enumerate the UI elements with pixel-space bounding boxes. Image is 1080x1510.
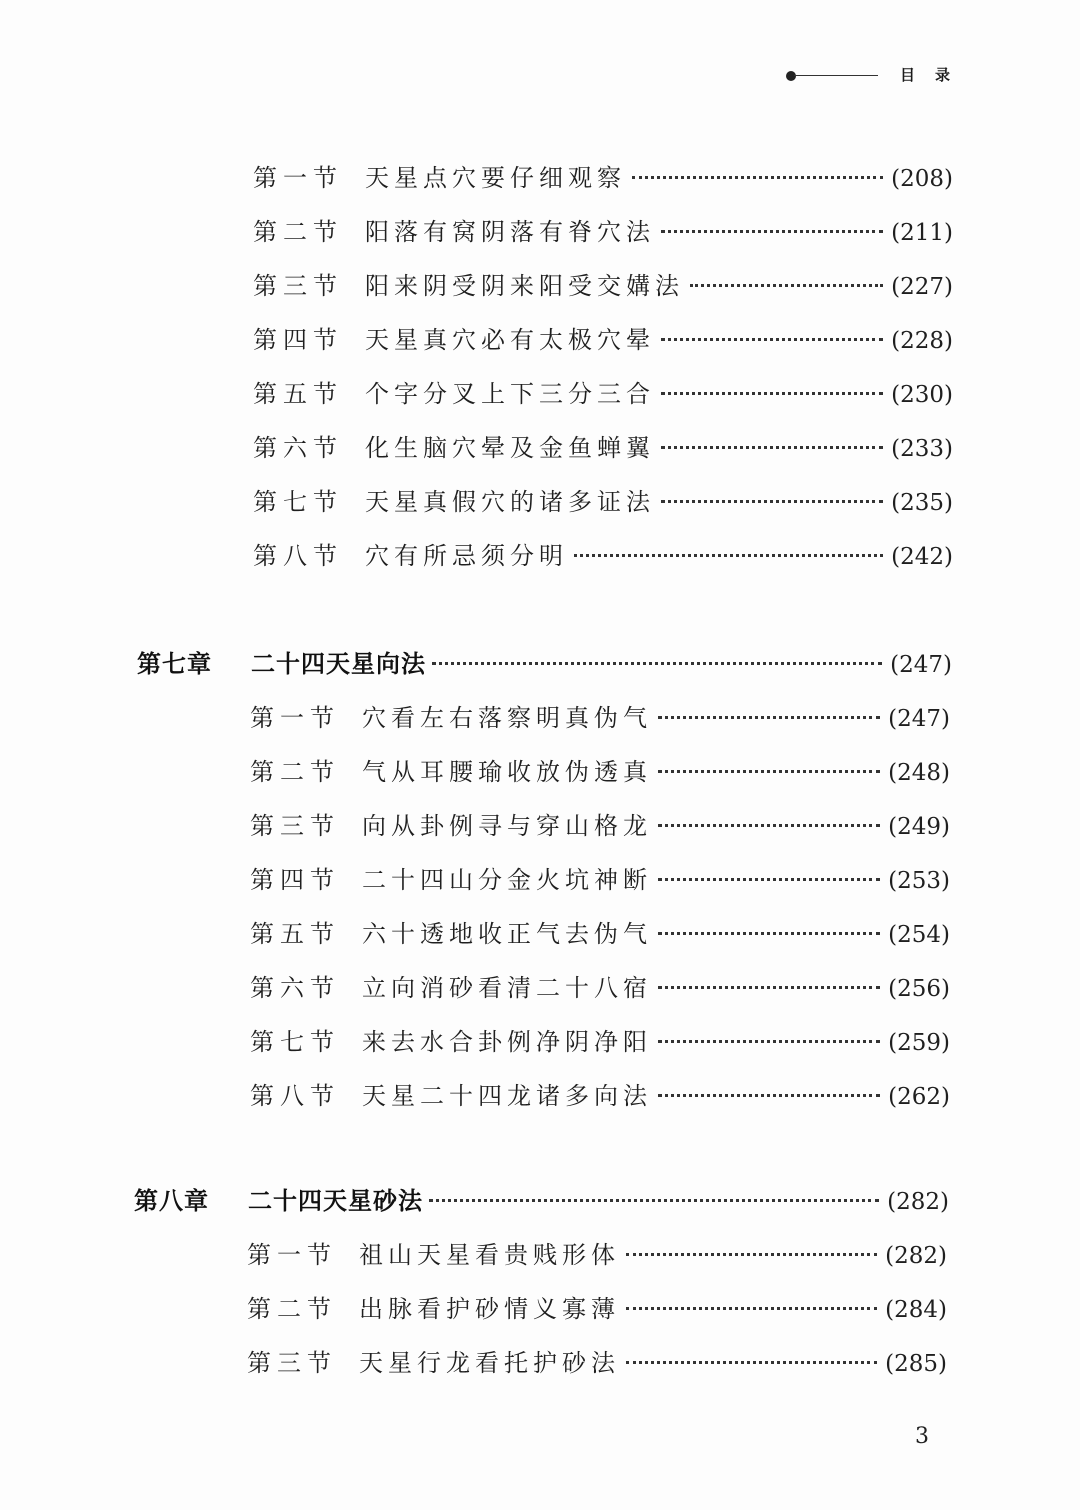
dot-leader [432, 662, 882, 665]
dot-leader [632, 176, 883, 179]
section-title: 祖山天星看贵贱形体 [359, 1240, 620, 1269]
dot-leader [658, 1040, 880, 1043]
section-page: (253) [888, 868, 950, 894]
section-title: 穴有所忌须分明 [365, 541, 568, 570]
toc-section-row[interactable] [253, 479, 953, 519]
dot-leader [690, 284, 883, 287]
section-page: (208) [891, 166, 953, 192]
dot-leader [626, 1307, 877, 1310]
chapter-page: (282) [887, 1189, 949, 1215]
header-rule [794, 75, 878, 76]
toc-section-row[interactable] [253, 533, 953, 573]
section-title: 阳来阴受阴来阳受交媾法 [365, 271, 684, 300]
section-number: 第七节 [250, 1027, 340, 1056]
section-number: 第一节 [247, 1240, 337, 1269]
section-number: 第一节 [253, 163, 343, 192]
section-title: 阳落有窝阴落有脊穴法 [365, 217, 655, 246]
toc-section-row[interactable] [253, 371, 953, 411]
section-page: (228) [891, 328, 953, 354]
section-number: 第五节 [250, 919, 340, 948]
toc-section-row[interactable] [253, 317, 953, 357]
section-page: (282) [885, 1243, 947, 1269]
section-number: 第三节 [247, 1348, 337, 1377]
dot-leader [658, 824, 880, 827]
toc-section-row[interactable] [253, 425, 953, 465]
section-title: 个字分叉上下三分三合 [365, 379, 655, 408]
section-page: (211) [891, 220, 953, 246]
toc-section-row[interactable] [250, 911, 950, 951]
toc-section-row[interactable] [247, 1340, 947, 1380]
running-header [782, 62, 971, 90]
section-page: (242) [891, 544, 953, 570]
toc-section-row[interactable] [250, 857, 950, 897]
section-page: (285) [885, 1351, 947, 1377]
dot-leader [661, 446, 883, 449]
section-number: 第五节 [253, 379, 343, 408]
section-title: 出脉看护砂情义寡薄 [359, 1294, 620, 1323]
dot-leader [658, 932, 880, 935]
toc-section-row[interactable] [253, 155, 953, 195]
dot-leader [626, 1361, 877, 1364]
section-title: 六十透地收正气去伪气 [362, 919, 652, 948]
toc-section-row[interactable] [250, 695, 950, 735]
dot-leader [658, 878, 880, 881]
section-number: 第一节 [250, 703, 340, 732]
section-number: 第四节 [253, 325, 343, 354]
toc-chapter-row[interactable] [137, 641, 952, 681]
section-title: 天星真穴必有太极穴晕 [365, 325, 655, 354]
dot-leader [626, 1253, 877, 1256]
toc-section-row[interactable] [247, 1232, 947, 1272]
section-number: 第四节 [250, 865, 340, 894]
header-bullet-icon [786, 71, 796, 81]
section-title: 立向消砂看清二十八宿 [362, 973, 652, 1002]
section-number: 第八节 [253, 541, 343, 570]
section-title: 气从耳腰瑜收放伪透真 [362, 757, 652, 786]
toc-section-row[interactable] [250, 803, 950, 843]
section-title: 天星真假穴的诸多证法 [365, 487, 655, 516]
section-title: 穴看左右落察明真伪气 [362, 703, 652, 732]
chapter-page: (247) [890, 652, 952, 678]
section-page: (248) [888, 760, 950, 786]
section-page: (227) [891, 274, 953, 300]
section-page: (259) [888, 1030, 950, 1056]
dot-leader [658, 770, 880, 773]
toc-section-row[interactable] [250, 1019, 950, 1059]
section-number: 第二节 [253, 217, 343, 246]
toc-section-row[interactable] [250, 965, 950, 1005]
section-page: (233) [891, 436, 953, 462]
section-number: 第三节 [250, 811, 340, 840]
dot-leader [658, 716, 880, 719]
toc-section-row[interactable] [247, 1286, 947, 1326]
toc-section-row[interactable] [250, 749, 950, 789]
section-page: (256) [888, 976, 950, 1002]
dot-leader [661, 392, 883, 395]
section-number: 第六节 [250, 973, 340, 1002]
section-number: 第二节 [250, 757, 340, 786]
toc-section-row[interactable] [250, 1073, 950, 1113]
section-number: 第三节 [253, 271, 343, 300]
toc-section-row[interactable] [253, 263, 953, 303]
section-title: 天星点穴要仔细观察 [365, 163, 626, 192]
toc-section-row[interactable] [253, 209, 953, 249]
section-title: 化生脑穴晕及金鱼蝉翼 [365, 433, 655, 462]
section-page: (254) [888, 922, 950, 948]
section-page: (249) [888, 814, 950, 840]
section-number: 第六节 [253, 433, 343, 462]
dot-leader [661, 500, 883, 503]
dot-leader [661, 230, 883, 233]
dot-leader [658, 986, 880, 989]
section-title: 来去水合卦例净阴净阳 [362, 1027, 652, 1056]
dot-leader [658, 1094, 880, 1097]
chapter-title: 二十四天星砂法 [248, 1186, 423, 1215]
page-number: 3 [915, 1424, 929, 1449]
chapter-number: 第七章 [137, 649, 212, 678]
section-title: 天星二十四龙诸多向法 [362, 1081, 652, 1110]
dot-leader [574, 554, 883, 557]
toc-chapter-row[interactable] [134, 1178, 949, 1218]
chapter-title: 二十四天星向法 [251, 649, 426, 678]
section-number: 第八节 [250, 1081, 340, 1110]
dot-leader [661, 338, 883, 341]
section-page: (284) [885, 1297, 947, 1323]
section-page: (262) [888, 1084, 950, 1110]
chapter-number: 第八章 [134, 1186, 209, 1215]
section-title: 二十四山分金火坑神断 [362, 865, 652, 894]
section-number: 第七节 [253, 487, 343, 516]
section-page: (235) [891, 490, 953, 516]
dot-leader [429, 1199, 879, 1202]
section-page: (247) [888, 706, 950, 732]
section-page: (230) [891, 382, 953, 408]
header-title: 目录 [900, 66, 971, 84]
section-number: 第二节 [247, 1294, 337, 1323]
section-title: 向从卦例寻与穿山格龙 [362, 811, 652, 840]
section-title: 天星行龙看托护砂法 [359, 1348, 620, 1377]
